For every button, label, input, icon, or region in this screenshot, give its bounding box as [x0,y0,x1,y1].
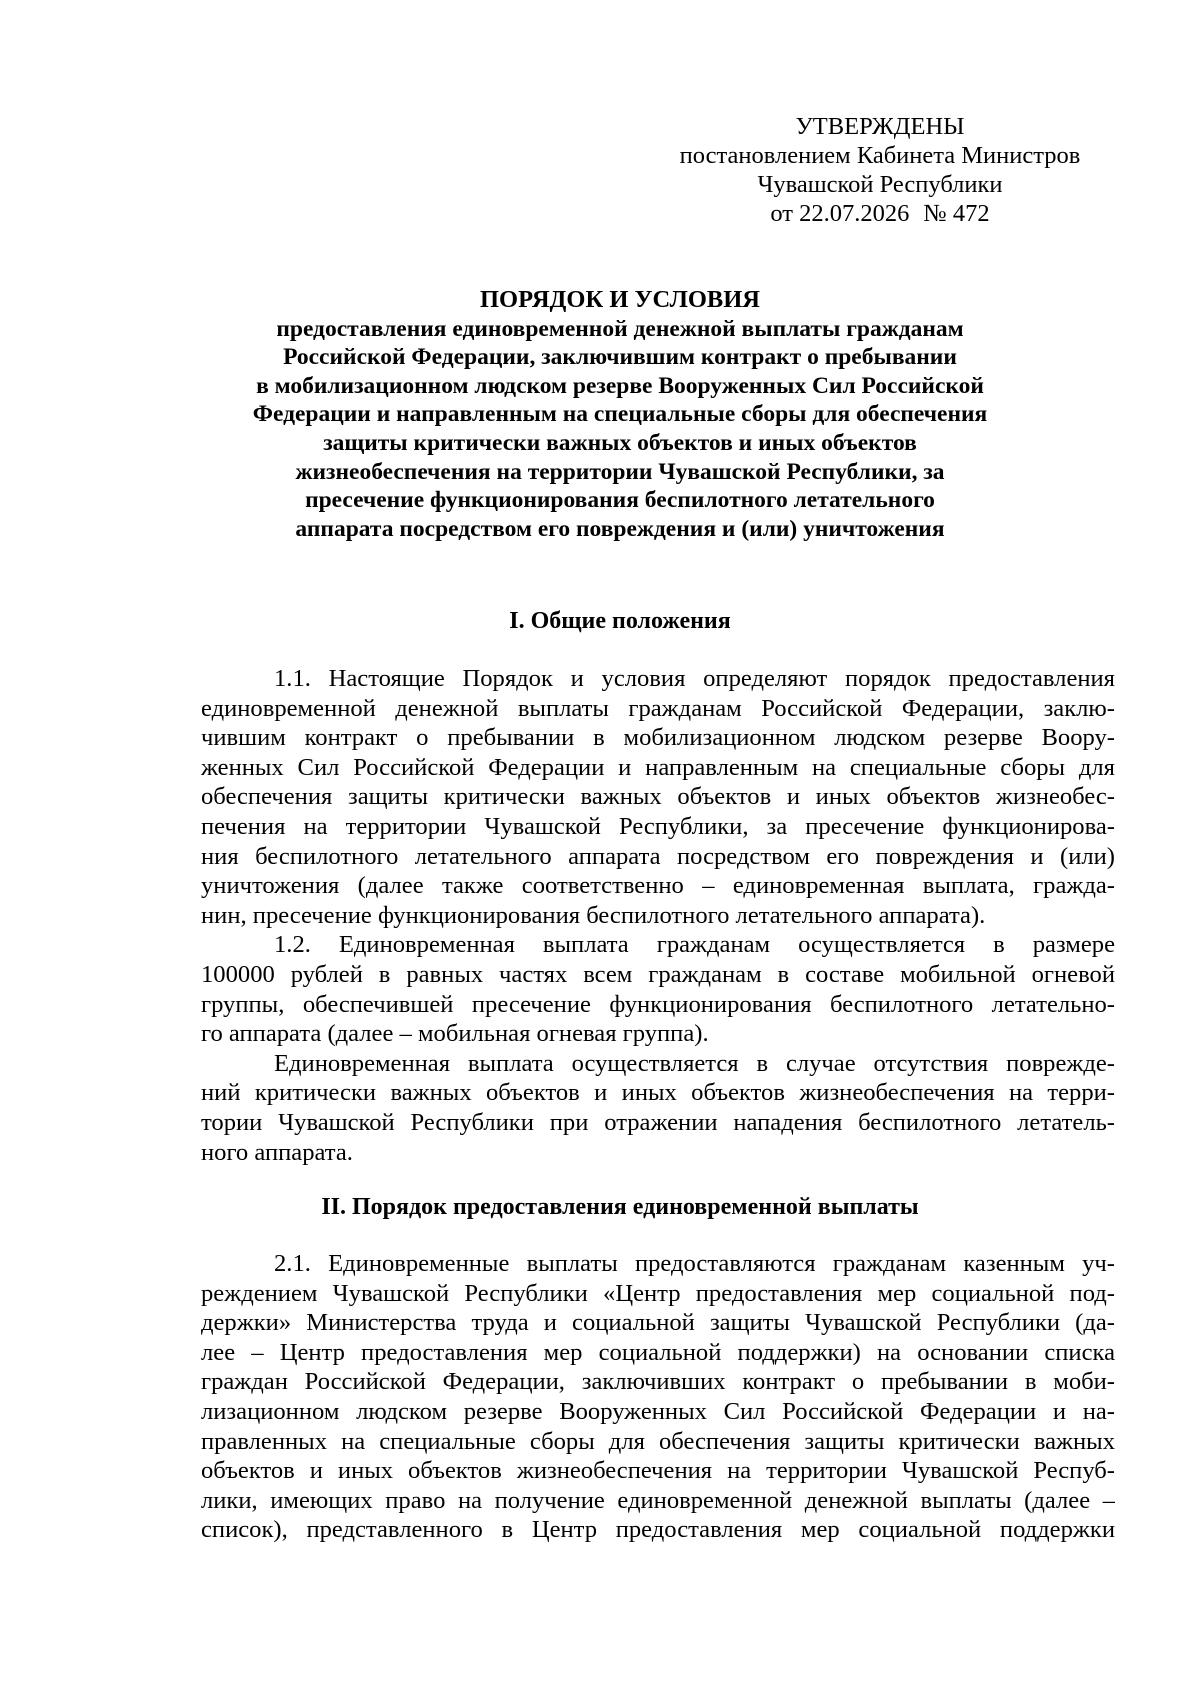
text-line: ния беспилотного летательного аппарата посредством его повреждения и (или) [201,842,1115,870]
title-main: ПОРЯДОК И УСЛОВИЯ [479,286,760,313]
text-line: лизационном людском резерве Вооруженных Сил Российской Федерации и на- [201,1397,1115,1425]
text-line: держки» Министерства труда и социальной защиты Чувашской Республики (да- [201,1309,1115,1337]
text-line: список), представленного в Центр предоставления мер социальной поддержки [201,1516,1115,1544]
approval-stamp [660,112,1100,228]
text-line: объектов и иных объектов жизнеобеспечения на территории Чувашской Респуб- [201,1457,1115,1485]
text-line: группы, обеспечившей пресечение функционирования беспилотного летательно- [201,990,1115,1018]
text-line: Единовременная выплата осуществляется в случае отсутствия поврежде- [274,1049,1115,1077]
approval-date: от 22.07.2026 [770,200,910,227]
section-1-body [201,664,1115,1167]
document-title [200,286,1040,543]
title-line: пресечение функционирования беспилотного летательного [305,487,935,514]
approval-region: Чувашской Республики [757,171,1003,198]
text-line: женных Сил Российской Федерации и направленным на специальные сборы для [201,753,1115,781]
title-line: защиты критически важных объектов и иных объектов [323,429,917,456]
text-line: чившим контракт о пребывании в мобилизационном людском резерве Воору- [201,724,1115,752]
text-line: нин, пресечение функционирования беспилотного летательного аппарата). [201,901,986,929]
title-line: в мобилизационном людском резерве Вооруженных Сил Российской [256,372,984,399]
text-line: го аппарата (далее – мобильная огневая группа). [201,1020,709,1048]
title-line: аппарата посредством его повреждения и (или) уничтожения [295,515,945,542]
text-line: правленных на специальные сборы для обеспечения защиты критически важных [201,1427,1115,1455]
text-line: 1.1. Настоящие Порядок и условия определяют порядок предоставления [274,665,1115,692]
text-line: лики, имеющих право на получение единовременной денежной выплаты (далее – [201,1486,1115,1514]
text-line: лее – Центр предоставления мер социальной поддержки) на основании списка [201,1338,1115,1366]
text-line: 2.1. Единовременные выплаты предоставляются гражданам казенным уч- [274,1250,1115,1277]
text-line: обеспечения защиты критически важных объектов и иных объектов жизнеобес- [201,783,1115,811]
section-2-body [201,1249,1115,1545]
approval-date-number [660,199,1100,228]
title-line: предоставления единовременной денежной выплаты гражданам [276,315,964,342]
text-line: реждением Чувашской Республики «Центр предоставления мер социальной под- [201,1279,1115,1307]
section-2-heading: II. Порядок предоставления единовременной выплаты [321,1194,919,1220]
title-line: жизнеобеспечения на территории Чувашской Республики, за [295,458,945,485]
text-line: уничтожения (далее также соответственно – единовременная выплата, гражда- [201,872,1115,900]
text-line: тории Чувашской Республики при отражении нападения беспилотного летатель- [201,1108,1115,1136]
approval-number: № 472 [923,200,990,227]
text-line: 100000 рублей в равных частях всем гражданам в составе мобильной огневой [201,960,1115,988]
text-line: ного аппарата. [201,1138,353,1166]
text-line: единовременной денежной выплаты гражданам Российской Федерации, заклю- [201,694,1115,722]
title-line: Российской Федерации, заключившим контракт о пребывании [283,344,957,371]
approval-authority: постановлением Кабинета Министров [679,142,1081,169]
text-line: печения на территории Чувашской Республики, за пресечение функционирова- [201,812,1115,840]
title-line: Федерации и направленным на специальные сборы для обеспечения [252,401,988,428]
text-line: граждан Российской Федерации, заключивших контракт о пребывании в моби- [201,1368,1115,1396]
approval-heading: УТВЕРЖДЕНЫ [795,113,965,140]
text-line: ний критически важных объектов и иных объектов жизнеобеспечения на терри- [201,1079,1115,1107]
section-1-heading: I. Общие положения [509,608,731,634]
text-line: 1.2. Единовременная выплата гражданам осуществляется в размере [274,931,1115,959]
